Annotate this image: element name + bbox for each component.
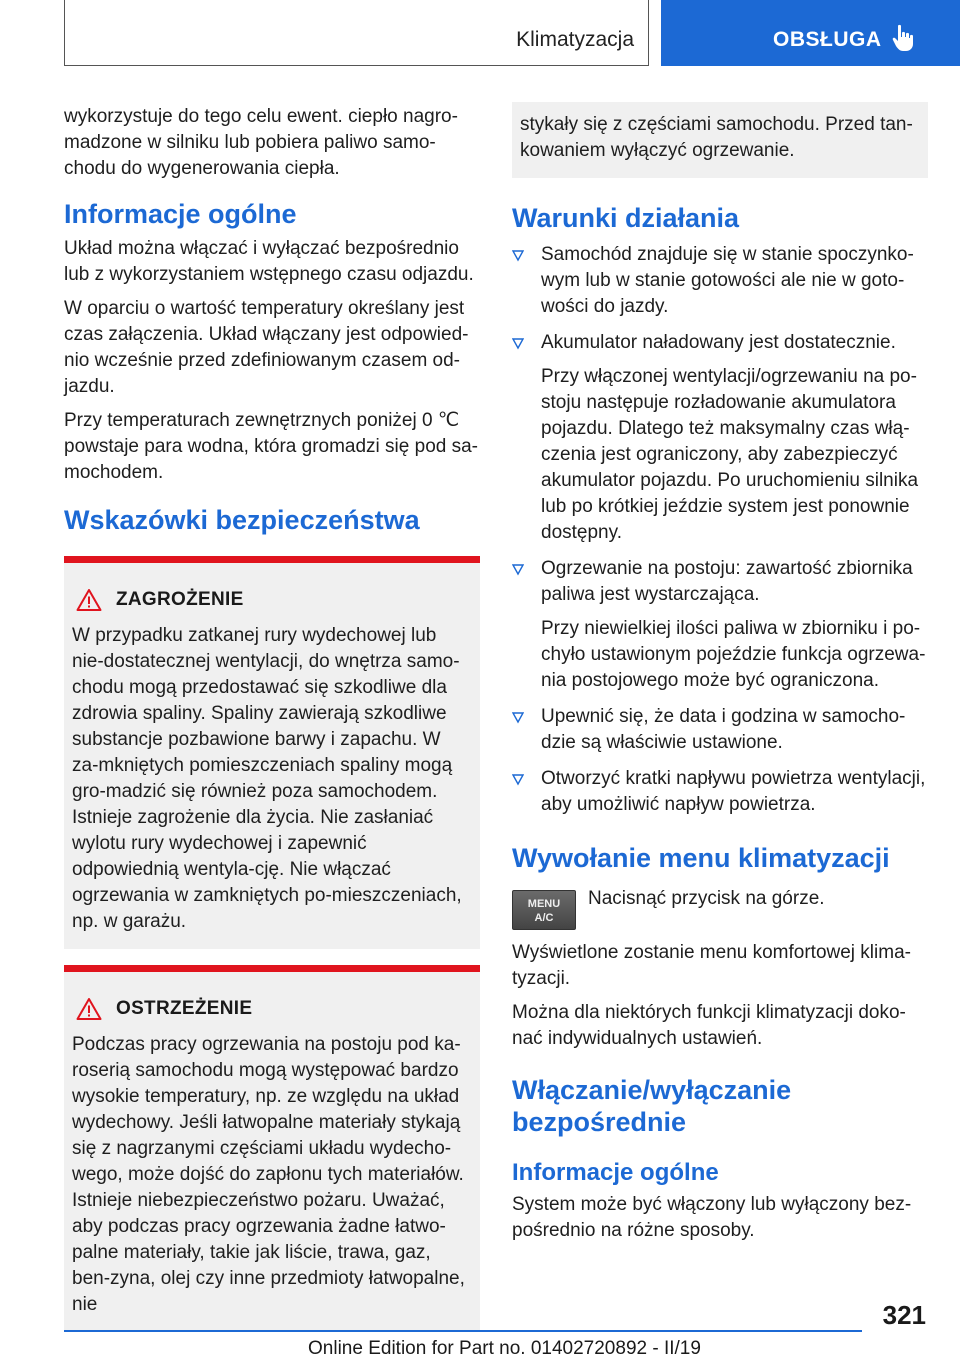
list-item — [512, 704, 928, 756]
danger-box — [64, 556, 480, 949]
list-item — [512, 242, 928, 320]
menu-instruction-row — [512, 886, 928, 930]
condition-text: Samochód znajduje się w stanie spoczynko-wym lub w stanie gotowości ale nie w goto-wości do jazdy. — [541, 244, 914, 317]
bullet-triangle-icon — [512, 712, 524, 724]
list-item — [512, 556, 928, 694]
condition-text: Akumulator naładowany jest dostatecznie. — [541, 332, 896, 353]
menu-button-line-1: MENU — [527, 898, 561, 910]
menu-ac-button-icon — [512, 890, 576, 930]
list-item — [512, 766, 928, 818]
bullet-triangle-icon — [512, 564, 524, 576]
bullet-triangle-icon — [512, 250, 524, 262]
condition-note: Przy niewielkiej ilości paliwa w zbiorniku i po-chyło ustawionym pojeździe funkcja ogrzewa-nia postojowego może być ograniczona. — [541, 618, 926, 691]
warning-triangle-icon — [76, 997, 102, 1021]
warning-triangle-icon — [76, 588, 102, 612]
danger-text: W przypadku zatkanej rury wydechowej lub nie-dostatecznej wentylacji, do wnętrza samo-chodu mogą przedostawać się szkodliwe dla zdrowia spaliny. Spaliny zawierają szkodliwe substancje pozbawione barwy i zapachu. W za-mkniętych pomieszczeniach spaliny mogą gro-madzić się również poza samochodem. Istnieje zagrożenie dla życia. Nie zasłaniać wylotu rury wydechowej i zapewnić odpowiednią wentyla-cję. Nie włączać ogrzewania w zamkniętych po-mieszczeniach, np. w garażu. — [72, 625, 462, 932]
heading-general-info-2: Informacje ogólne — [512, 1159, 719, 1186]
heading-menu: Wywołanie menu klimatyzacji — [512, 843, 890, 873]
warning-title: OSTRZEŻENIE — [116, 998, 253, 1019]
footer-divider — [64, 1330, 862, 1332]
danger-title: ZAGROŻENIE — [116, 589, 244, 610]
chapter-tab-label: OBSŁUGA — [773, 28, 882, 51]
hand-pointer-icon — [892, 24, 918, 52]
condition-text: Upewnić się, że data i godzina w samocho-dzie są właściwie ustawione. — [541, 706, 906, 753]
general2-paragraph: System może być włączony lub wyłączony bez-pośrednio na różne sposoby. — [512, 1194, 912, 1241]
condition-note: Przy włączonej wentylacji/ogrzewaniu na po-stoju następuje rozładowanie akumulatora pojazdu. Dlatego też maksymalny czas włą-czenia jest ograniczony, aby zabezpieczyć akumulator pojazdu. Po uruchomieniu silnika lub po krótkiej jeździe system jest ponownie dostępny. — [541, 366, 919, 543]
chapter-tab[interactable] — [661, 0, 960, 66]
menu-instruction: Nacisnąć przycisk na górze. — [588, 888, 825, 909]
edition-footer: Online Edition for Part no. 01402720892 - II/19 — [308, 1338, 701, 1359]
bullet-triangle-icon — [512, 774, 524, 786]
heading-safety: Wskazówki bezpieczeństwa — [64, 505, 420, 535]
page-number: 321 — [882, 1300, 926, 1330]
warning-box-continued — [512, 102, 928, 178]
general-paragraph-1: Układ można włączać i wyłączać bezpośrednio lub z wykorzystaniem wstępnego czasu odjazdu. — [64, 238, 474, 285]
warning-text: Podczas pracy ogrzewania na postoju pod ka-roserią samochodu mogą występować bardzo wysokie temperatury, np. ze względu na układ wydechowy. Jeśli łatwopalne materiały stykają się z nagrzanymi częściami układu wydecho-wego, może dojść do zapłonu tych materiałów. Istnieje niebezpieczeństwo pożaru. Uważać, aby podczas pracy ogrzewania żadne łatwo-palne materiały, takie jak liście, trawa, gaz, ben-zyna, olej czy inne przedmioty łatwopalne, nie — [72, 1034, 465, 1315]
left-column — [64, 104, 480, 1332]
header-section-box — [64, 0, 649, 66]
general-paragraph-3: Przy temperaturach zewnętrznych poniżej 0 ℃ powstaje para wodna, która gromadzi się pod sa-mochodem. — [64, 410, 479, 483]
menu-paragraph-2: Można dla niektórych funkcji klimatyzacji doko-nać indywidualnych ustawień. — [512, 1002, 906, 1049]
heading-on-off: Włączanie/wyłączanie bezpośrednie — [512, 1075, 792, 1137]
condition-text: Ogrzewanie na postoju: zawartość zbiornika paliwa jest wystarczająca. — [541, 558, 913, 605]
list-item — [512, 330, 928, 546]
heading-general-info: Informacje ogólne — [64, 199, 297, 229]
menu-paragraph-1: Wyświetlone zostanie menu komfortowej klima-tyzacji. — [512, 942, 911, 989]
warning-box — [64, 965, 480, 1332]
heading-conditions: Warunki działania — [512, 203, 740, 233]
bullet-triangle-icon — [512, 338, 524, 350]
section-title: Klimatyzacja — [516, 28, 634, 51]
general-paragraph-2: W oparciu o wartość temperatury określany jest czas załączenia. Układ włączany jest odpowied-nio wcześnie przed zdefiniowanym czasem od-jazdu. — [64, 298, 469, 397]
condition-text: Otworzyć kratki napływu powietrza wentylacji, aby umożliwić napływ powietrza. — [541, 768, 926, 815]
conditions-list — [512, 242, 928, 818]
intro-paragraph: wykorzystuje do tego celu ewent. ciepło nagro-madzone w silniku lub pobiera paliwo samo-chodu do wygenerowania ciepła. — [64, 106, 458, 179]
right-column — [512, 104, 928, 1244]
warning-continued-text: stykały się z częściami samochodu. Przed tan-kowaniem wyłączyć ogrzewanie. — [520, 114, 913, 161]
menu-button-line-2: A/C — [534, 912, 554, 924]
